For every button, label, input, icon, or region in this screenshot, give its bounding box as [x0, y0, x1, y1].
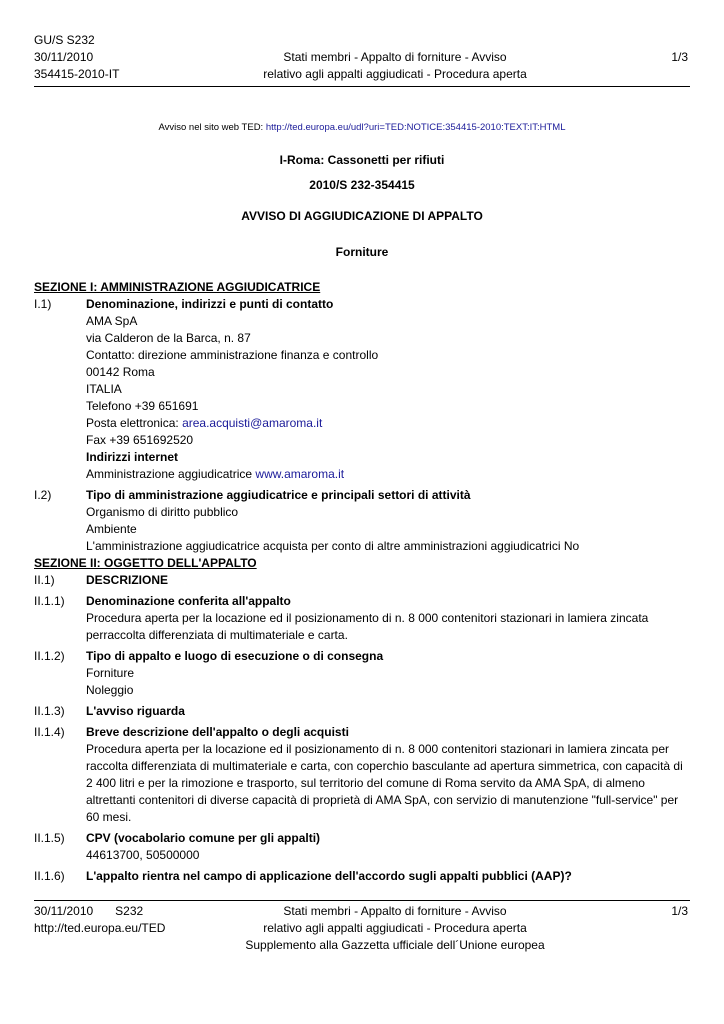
- ted-notice-link[interactable]: http://ted.europa.eu/udl?uri=TED:NOTICE:354415-2010:TEXT:IT:HTML: [265, 122, 566, 133]
- contract-type: Forniture: [86, 666, 135, 680]
- item-ii15: [34, 830, 692, 864]
- item-ii14-number: II.1.4): [34, 725, 65, 739]
- item-ii11: [34, 593, 692, 644]
- footer-description-line3: Supplemento alla Gazzetta ufficiale dell´Unione europea: [245, 938, 545, 952]
- admin-label: Amministrazione aggiudicatrice: [86, 467, 256, 481]
- footer-description-line2: relativo agli appalti aggiudicati - Procedura aperta: [263, 921, 527, 935]
- header-description-line1: Stati membri - Appalto di forniture - Avviso: [283, 50, 507, 64]
- header-notice-id: 354415-2010-IT: [34, 67, 120, 81]
- title-reference: 2010/S 232-354415: [309, 178, 415, 192]
- email-label: Posta elettronica:: [86, 416, 183, 430]
- item-ii14-heading: Breve descrizione dell'appalto o degli acquisti: [86, 725, 349, 739]
- item-ii16-heading: L'appalto rientra nel campo di applicazione dell'accordo sugli appalti pubblici (AAP)?: [86, 869, 572, 883]
- header-page-number: 1/3: [671, 50, 688, 64]
- contracting-authority-email-line: [86, 415, 692, 432]
- contracting-authority-fax: Fax +39 651692520: [86, 433, 194, 447]
- header-reference: [34, 32, 119, 83]
- header-description-line2: relativo agli appalti aggiudicati - Procedura aperta: [263, 67, 527, 81]
- contract-description-text: Procedura aperta per la locazione ed il posizionamento di n. 8 000 contenitori stazionari in lamiera zincata per raccolta differenziata di multimateriale e carta, con coperchio basculante ad apertura simmetrica, con capacità di 2 400 litri e per la rimozione e trasporto, sul territorio del comune di Roma servito da AMA SpA, di almeno altrettanti contenitori di diverse capacità di proprietà di AMA SpA, con servizio di manutenzione "full-service" per 60 mesi.: [86, 742, 683, 824]
- item-ii15-number: II.1.5): [34, 831, 65, 845]
- contracting-authority-phone: Telefono +39 651691: [86, 399, 199, 413]
- footer-divider: [34, 900, 690, 901]
- contract-title-text: Procedura aperta per la locazione ed il posizionamento di n. 8 000 contenitori stazionari in lamiera zincata perraccolta differenziata di multimateriale e carta.: [86, 611, 649, 642]
- footer-description: [200, 903, 590, 954]
- contracting-authority-postal: 00142 Roma: [86, 365, 155, 379]
- item-i1-number: I.1): [34, 297, 52, 311]
- header-description: [200, 49, 590, 83]
- title-notice-type: AVVISO DI AGGIUDICAZIONE DI APPALTO: [241, 209, 483, 223]
- footer-series: S232: [115, 904, 144, 918]
- item-i2-heading: Tipo di amministrazione aggiudicatrice e principali settori di attività: [86, 488, 471, 502]
- item-ii12: [34, 648, 692, 699]
- header-date: 30/11/2010: [34, 50, 94, 64]
- item-ii15-heading: CPV (vocabolario comune per gli appalti): [86, 831, 321, 845]
- contracting-authority-country: ITALIA: [86, 382, 122, 396]
- item-i2-number: I.2): [34, 488, 52, 502]
- authority-activity: Ambiente: [86, 522, 137, 536]
- item-ii1-heading: DESCRIZIONE: [86, 573, 169, 587]
- item-ii12-heading: Tipo di appalto e luogo di esecuzione o di consegna: [86, 649, 384, 663]
- item-ii11-number: II.1.1): [34, 594, 65, 608]
- item-ii1: [34, 572, 692, 589]
- contracting-authority-contact: Contatto: direzione amministrazione finanza e controllo: [86, 348, 379, 362]
- item-ii11-heading: Denominazione conferita all'appalto: [86, 594, 291, 608]
- footer-date: 30/11/2010: [34, 904, 94, 918]
- item-i1-heading: Denominazione, indirizzi e punti di contatto: [86, 297, 334, 311]
- title-place: I-Roma: Cassonetti per rifiuti: [279, 153, 445, 167]
- item-ii13-number: II.1.3): [34, 704, 65, 718]
- item-ii12-number: II.1.2): [34, 649, 65, 663]
- email-link[interactable]: area.acquisti@amaroma.it: [182, 416, 323, 430]
- internet-address-line: [86, 466, 692, 483]
- item-ii1-number: II.1): [34, 573, 55, 587]
- notice-content: [34, 279, 692, 885]
- contracting-authority-address: via Calderon de la Barca, n. 87: [86, 331, 251, 345]
- item-i1: [34, 296, 692, 483]
- footer-description-line1: Stati membri - Appalto di forniture - Avviso: [283, 904, 507, 918]
- item-ii13: [34, 703, 692, 720]
- section-1-title: SEZIONE I: AMMINISTRAZIONE AGGIUDICATRICE: [34, 280, 321, 294]
- contract-subtype: Noleggio: [86, 683, 134, 697]
- ted-notice-line: [0, 122, 724, 133]
- item-ii16: [34, 868, 692, 885]
- footer-site-link[interactable]: http://ted.europa.eu/TED: [34, 921, 166, 935]
- internet-addresses-heading: Indirizzi internet: [86, 450, 179, 464]
- item-i2: [34, 487, 692, 555]
- footer-page-number: 1/3: [671, 904, 688, 918]
- item-ii14: [34, 724, 692, 826]
- contracting-authority-name: AMA SpA: [86, 314, 138, 328]
- item-ii16-number: II.1.6): [34, 869, 65, 883]
- header-divider: [34, 86, 690, 87]
- header-series: GU/S S232: [34, 33, 95, 47]
- admin-website-link[interactable]: www.amaroma.it: [255, 467, 345, 481]
- section-2-title: SEZIONE II: OGGETTO DELL'APPALTO: [34, 556, 257, 570]
- footer-reference: [34, 903, 165, 937]
- title-category: Forniture: [335, 245, 389, 259]
- ted-notice-prefix: Avviso nel sito web TED:: [158, 122, 266, 133]
- authority-purchasing-note: L'amministrazione aggiudicatrice acquista per conto di altre amministrazioni aggiudicatrici No: [86, 539, 580, 553]
- authority-type: Organismo di diritto pubblico: [86, 505, 239, 519]
- item-ii13-heading: L'avviso riguarda: [86, 704, 185, 718]
- cpv-codes: 44613700, 50500000: [86, 848, 200, 862]
